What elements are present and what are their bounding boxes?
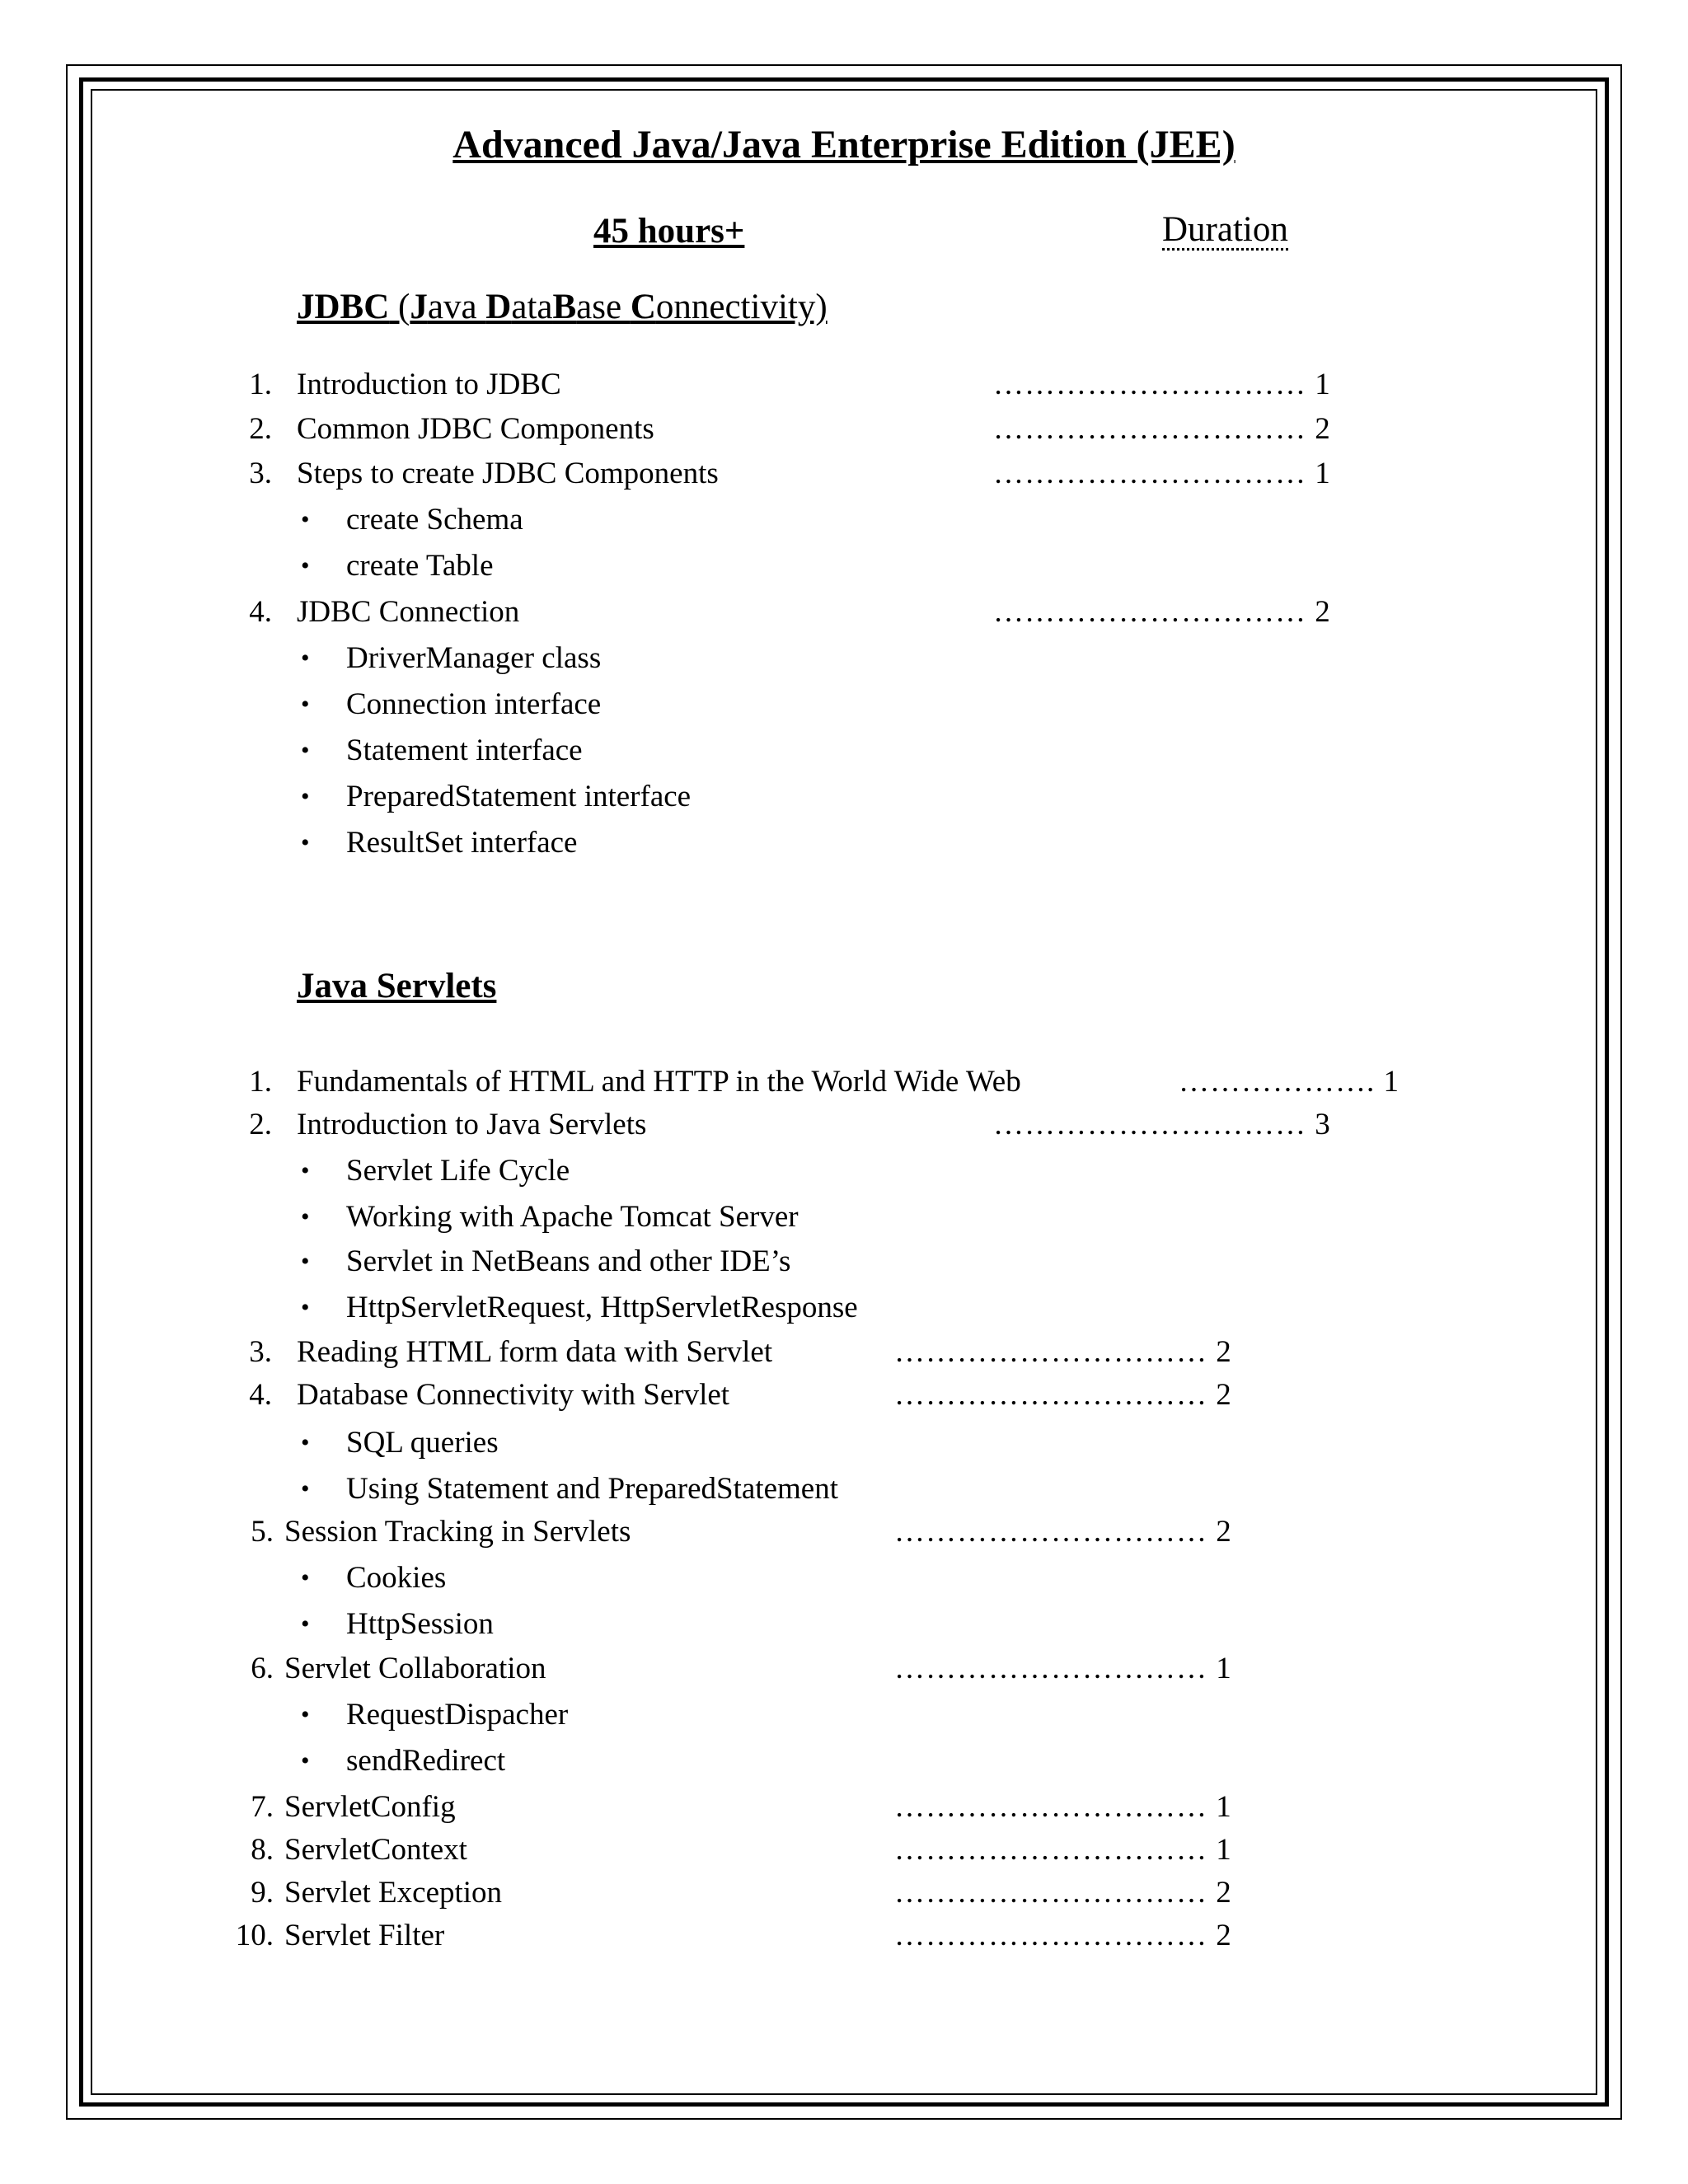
bullet-text: Servlet in NetBeans and other IDE’s bbox=[346, 1244, 791, 1278]
bullet-text: create Table bbox=[346, 549, 494, 583]
item-hours: ………………………… 1 bbox=[993, 368, 1331, 401]
item-number: 7. bbox=[251, 1790, 274, 1824]
item-text: Reading HTML form data with Servlet bbox=[297, 1335, 773, 1369]
item-text: Fundamentals of HTML and HTTP in the World Wide Web bbox=[297, 1065, 1021, 1099]
item-text: JDBC Connection bbox=[297, 595, 520, 629]
heading-fragment: C bbox=[630, 288, 656, 326]
item-hours: ………………………… 2 bbox=[894, 1919, 1232, 1952]
item-hours: ………………………… 1 bbox=[993, 457, 1331, 490]
item-hours: ………………………… 2 bbox=[894, 1515, 1232, 1549]
bullet-icon: • bbox=[301, 1475, 310, 1502]
heading-fragment: ase bbox=[576, 288, 631, 326]
bullet-icon: • bbox=[301, 737, 310, 764]
item-number: 8. bbox=[251, 1833, 274, 1867]
item-number: 1. bbox=[249, 1065, 272, 1099]
bullet-icon: • bbox=[301, 1610, 310, 1638]
item-text: Common JDBC Components bbox=[297, 412, 654, 446]
heading-fragment: D bbox=[485, 288, 512, 326]
bullet-text: sendRedirect bbox=[346, 1744, 506, 1778]
item-text: Servlet Collaboration bbox=[284, 1652, 546, 1685]
bullet-text: PreparedStatement interface bbox=[346, 780, 692, 813]
bullet-icon: • bbox=[301, 691, 310, 718]
bullet-text: HttpSession bbox=[346, 1607, 494, 1641]
item-hours: ………………………… 2 bbox=[894, 1378, 1232, 1412]
item-hours: ………………………… 2 bbox=[894, 1335, 1232, 1369]
bullet-text: create Schema bbox=[346, 503, 523, 537]
heading-fragment: ava bbox=[427, 288, 486, 326]
item-text: Introduction to Java Servlets bbox=[297, 1108, 647, 1141]
heading-fragment: onnectivity) bbox=[655, 288, 828, 326]
item-number: 10. bbox=[235, 1919, 274, 1952]
item-text: ServletContext bbox=[284, 1833, 467, 1867]
item-number: 6. bbox=[251, 1652, 274, 1685]
document-title: Advanced Java/Java Enterprise Edition (JEE) bbox=[452, 123, 1236, 166]
heading-fragment: ( bbox=[389, 288, 410, 326]
item-hours: ………………………… 3 bbox=[993, 1108, 1331, 1141]
bullet-icon: • bbox=[301, 1294, 310, 1321]
bullet-text: Servlet Life Cycle bbox=[346, 1154, 570, 1188]
jdbc-section-heading bbox=[297, 287, 828, 327]
bullet-text: Working with Apache Tomcat Server bbox=[346, 1200, 799, 1234]
item-text: Introduction to JDBC bbox=[297, 368, 561, 401]
bullet-text: ResultSet interface bbox=[346, 826, 578, 860]
heading-fragment: ata bbox=[511, 288, 553, 326]
bullet-text: Connection interface bbox=[346, 687, 602, 721]
item-hours: ………………………… 2 bbox=[894, 1876, 1232, 1910]
bullet-icon: • bbox=[301, 506, 310, 533]
item-text: ServletConfig bbox=[284, 1790, 456, 1824]
item-text: Database Connectivity with Servlet bbox=[297, 1378, 730, 1412]
bullet-icon: • bbox=[301, 1157, 310, 1184]
item-number: 3. bbox=[249, 457, 272, 490]
item-number: 9. bbox=[251, 1876, 274, 1910]
bullet-icon: • bbox=[301, 644, 310, 672]
bullet-text: DriverManager class bbox=[346, 641, 602, 675]
item-hours: ………………. 1 bbox=[1179, 1065, 1400, 1099]
item-number: 1. bbox=[249, 368, 272, 401]
bullet-text: RequestDispacher bbox=[346, 1698, 569, 1732]
item-number: 4. bbox=[249, 1378, 272, 1412]
item-hours: ………………………… 1 bbox=[894, 1652, 1232, 1685]
servlets-section-heading: Java Servlets bbox=[297, 967, 497, 1005]
bullet-icon: • bbox=[301, 1203, 310, 1230]
bullet-text: Statement interface bbox=[346, 733, 583, 767]
item-hours: ………………………… 1 bbox=[894, 1790, 1232, 1824]
heading-fragment: J bbox=[410, 288, 428, 326]
bullet-icon: • bbox=[301, 1747, 310, 1774]
item-number: 2. bbox=[249, 1108, 272, 1141]
item-hours: ………………………… 1 bbox=[894, 1833, 1232, 1867]
item-number: 2. bbox=[249, 412, 272, 446]
duration-label: Duration bbox=[1162, 211, 1288, 251]
item-text: Session Tracking in Servlets bbox=[284, 1515, 631, 1549]
bullet-icon: • bbox=[301, 552, 310, 579]
total-hours: 45 hours+ bbox=[593, 212, 745, 251]
bullet-icon: • bbox=[301, 1564, 310, 1591]
item-number: 4. bbox=[249, 595, 272, 629]
item-text: Servlet Filter bbox=[284, 1919, 445, 1952]
item-text: Steps to create JDBC Components bbox=[297, 457, 719, 490]
bullet-text: HttpServletRequest, HttpServletResponse bbox=[346, 1291, 858, 1324]
item-hours: ………………………… 2 bbox=[993, 412, 1331, 446]
bullet-icon: • bbox=[301, 1701, 310, 1728]
item-number: 5. bbox=[251, 1515, 274, 1549]
bullet-text: Using Statement and PreparedStatement bbox=[346, 1472, 838, 1506]
item-text: Servlet Exception bbox=[284, 1876, 503, 1910]
bullet-icon: • bbox=[301, 1248, 310, 1275]
bullet-text: Cookies bbox=[346, 1561, 447, 1595]
bullet-icon: • bbox=[301, 1429, 310, 1456]
item-number: 3. bbox=[249, 1335, 272, 1369]
bullet-icon: • bbox=[301, 783, 310, 810]
bullet-icon: • bbox=[301, 829, 310, 856]
heading-fragment: B bbox=[552, 288, 577, 326]
bullet-text: SQL queries bbox=[346, 1426, 499, 1460]
heading-fragment: JDBC bbox=[297, 288, 390, 326]
item-hours: ………………………… 2 bbox=[993, 595, 1331, 629]
